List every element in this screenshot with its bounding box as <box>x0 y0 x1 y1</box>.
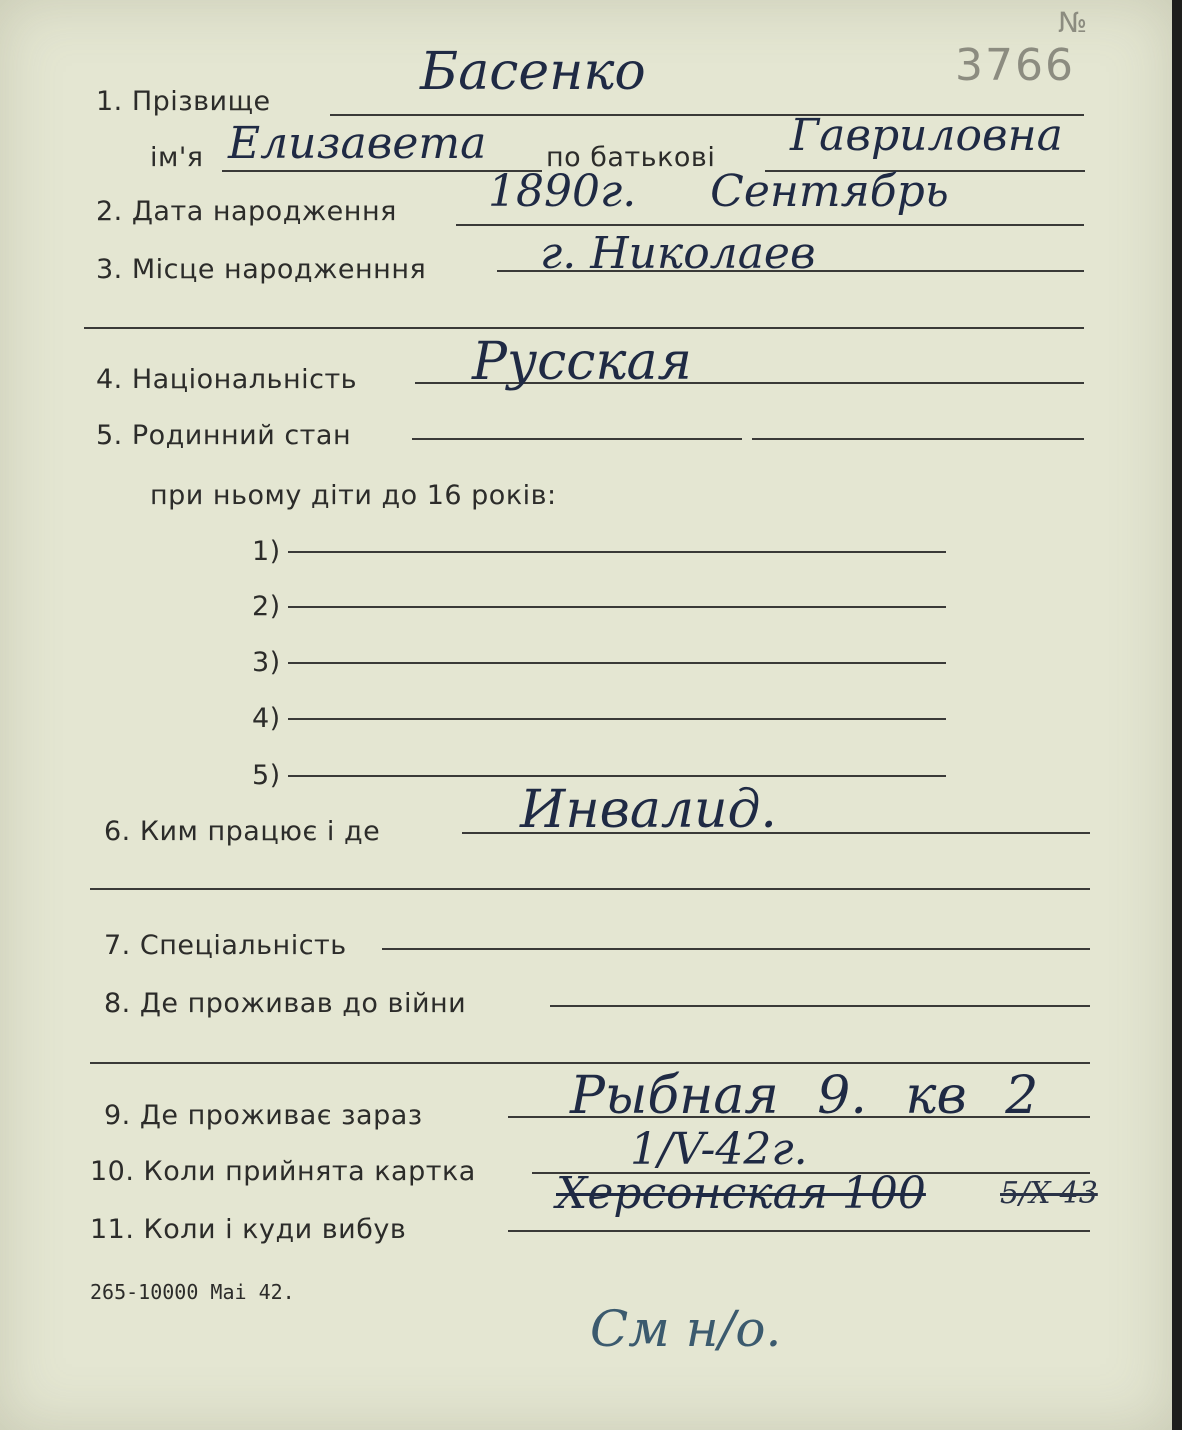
child-1-line <box>288 551 946 553</box>
birth-date-line <box>456 224 1084 226</box>
scan-edge <box>1172 0 1182 1430</box>
stamp-number: 3766 <box>955 40 1075 91</box>
occupation-label: 6. Ким працює і де <box>104 816 381 847</box>
pre-war-residence-label: 8. Де проживав до війни <box>104 988 467 1019</box>
card-accepted-value: 1/V-42г. <box>630 1124 808 1175</box>
birth-place-label: 3. Місце народженння <box>96 254 427 285</box>
child-4-label: 4) <box>252 703 281 734</box>
occupation-value: Инвалид. <box>520 780 777 840</box>
patronymic-value: Гавриловна <box>790 110 1063 161</box>
child-5-line <box>288 775 946 777</box>
patronymic-label: по батькові <box>546 142 716 173</box>
birth-date-label: 2. Дата народження <box>96 196 397 227</box>
first-name-value: Елизавета <box>228 118 487 169</box>
departure-label: 11. Коли і куди вибув <box>90 1214 407 1245</box>
specialty-label: 7. Спеціальність <box>104 930 347 961</box>
surname-value: Басенко <box>420 42 646 102</box>
occupation-line-2 <box>90 888 1090 890</box>
print-code: 265-10000 Mai 42. <box>90 1280 295 1304</box>
birth-place-line-2 <box>84 327 1084 329</box>
departure-date: 5/X-43 <box>1000 1176 1098 1211</box>
child-2-line <box>288 606 946 608</box>
nationality-label: 4. Національність <box>96 364 358 395</box>
pre-war-residence-line-2 <box>90 1062 1090 1064</box>
child-3-line <box>288 662 946 664</box>
pencil-note: См н/о. <box>590 1300 782 1358</box>
marital-status-label: 5. Родинний стан <box>96 420 352 451</box>
birth-place-value: г. Николаев <box>540 228 816 279</box>
stamp-number-prefix: № <box>1058 6 1090 39</box>
children-label: при ньому діти до 16 років: <box>150 480 557 511</box>
pre-war-residence-line <box>550 1005 1090 1007</box>
card-accepted-label: 10. Коли прийнята картка <box>90 1156 476 1187</box>
nationality-value: Русская <box>472 332 692 392</box>
marital-status-line-1 <box>412 438 742 440</box>
marital-status-line-2 <box>752 438 1084 440</box>
specialty-line <box>382 948 1090 950</box>
first-name-label: ім'я <box>150 142 204 173</box>
surname-label: 1. Прізвище <box>96 86 271 117</box>
child-2-label: 2) <box>252 591 281 622</box>
departure-line <box>508 1230 1090 1232</box>
child-3-label: 3) <box>252 647 281 678</box>
child-5-label: 5) <box>252 760 281 791</box>
current-residence-value: Рыбная 9. кв 2 <box>570 1066 1039 1126</box>
departure-value: Херсонская 100 <box>556 1168 926 1219</box>
birth-date-value: 1890г. Сентябрь <box>488 166 949 217</box>
child-1-label: 1) <box>252 536 281 567</box>
child-4-line <box>288 718 946 720</box>
current-residence-label: 9. Де проживає зараз <box>104 1100 423 1131</box>
